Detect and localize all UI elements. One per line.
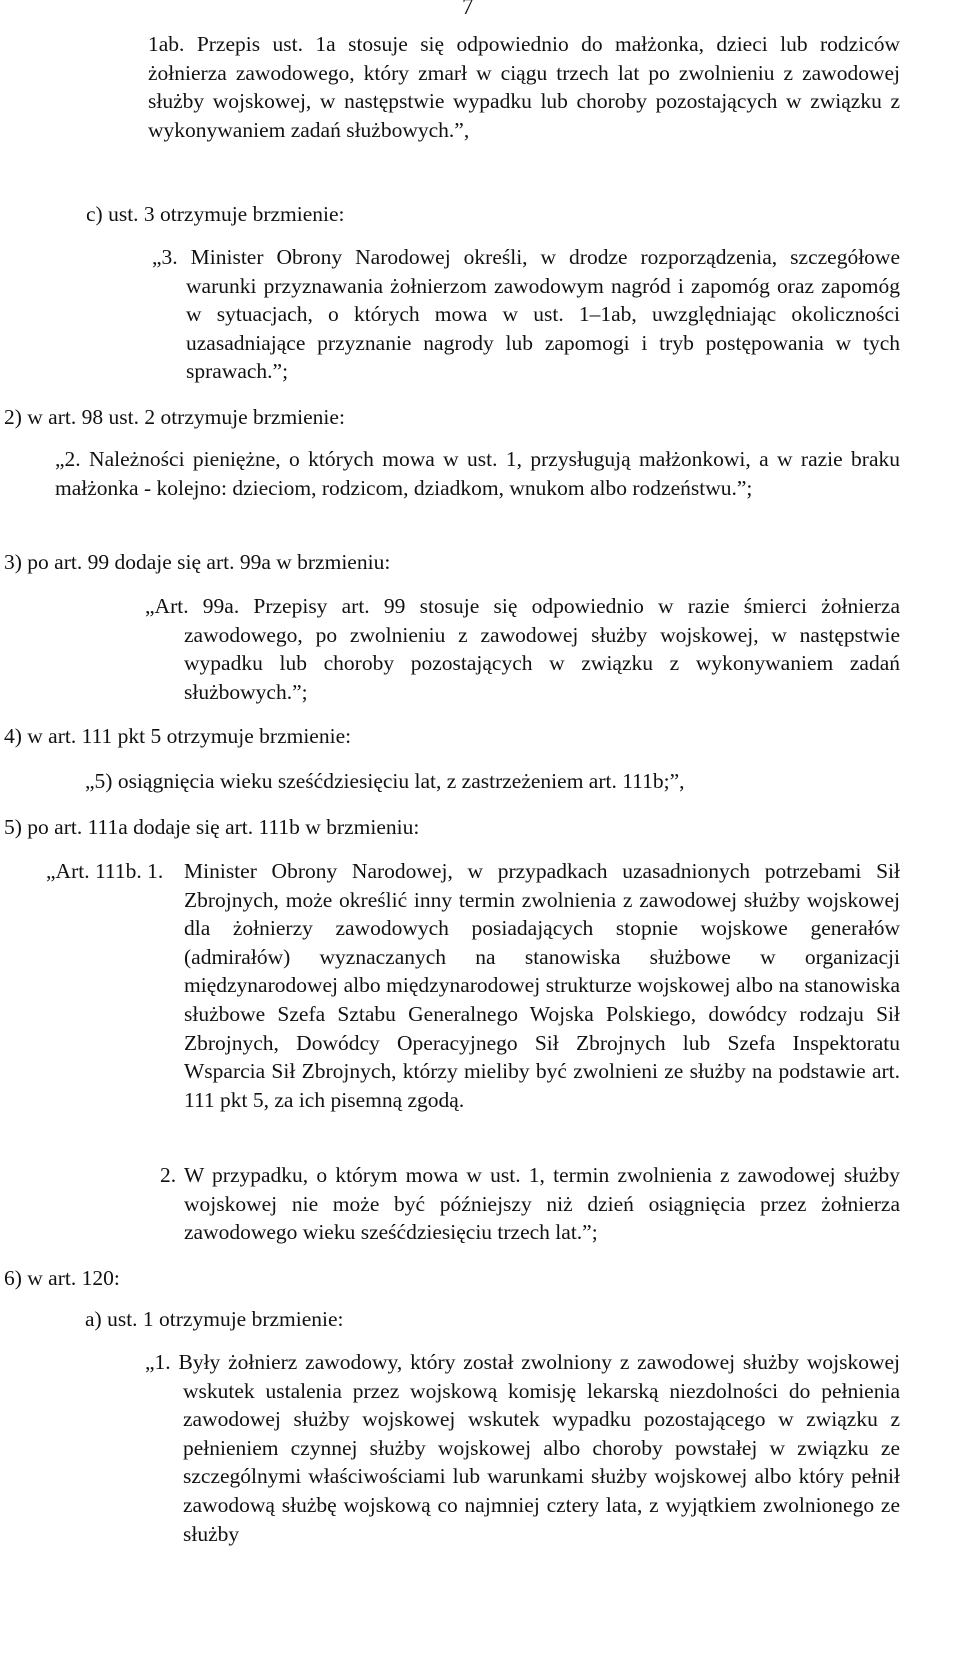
paragraph-ust3: „3. Minister Obrony Narodowej określi, w drodze rozporządzenia, szczegółowe warunki przyznawania żołnierzom zawodowym nagród i zapomóg oraz zapomóg w sytuacjach, o których mowa w ust. 1–1ab, uwzględniając okoliczności uzasadniające przyznanie nagrody lub zapomogi i tryb postępowania w tych sprawach.”;: [152, 245, 900, 384]
paragraph-art111b-ust1: Minister Obrony Narodowej, w przypadkach uzasadnionych potrzebami Sił Zbrojnych, może określić inny termin zwolnienia z zawodowej służby wojskowej dla żołnierzy zawodowych posiadających stopnie wojskowe generałów (admirałów) wyznaczanych na stanowiska służbowe w organizacji międzynarodowej albo międzynarodowej strukturze wojskowej albo na stanowiska służbowe Szefa Sztabu Generalnego Wojska Polskiego, dowódcy rodzaju Sił Zbrojnych, Dowódcy Operacyjnego Sił Zbrojnych lub Szefa Inspektoratu Wsparcia Sił Zbrojnych, którzy mieliby być zwolnieni ze służby na podstawie art. 111 pkt 5, za ich pisemną zgodą.: [184, 859, 900, 1112]
item-6: 6) w art. 120:: [4, 1266, 120, 1290]
page-number: 7: [462, 0, 474, 19]
paragraph-ust2: „2. Należności pieniężne, o których mowa w ust. 1, przysługują małżonkowi, a w razie braku małżonka - kolejno: dzieciom, rodzicom, dziadkom, wnukom albo rodzeństwu.”;: [55, 447, 900, 500]
paragraph-art99a: „Art. 99a. Przepisy art. 99 stosuje się odpowiednio w razie śmierci żołnierza zawodowego, po zwolnieniu z zawodowej służby wojskowej, w następstwie wypadku lub choroby pozostających w związku z wykonywaniem zadań służbowych.”;: [145, 594, 900, 704]
item-3: 3) po art. 99 dodaje się art. 99a w brzmieniu:: [4, 550, 391, 574]
paragraph-art111b-ust2: 2. W przypadku, o którym mowa w ust. 1, termin zwolnienia z zawodowej służby wojskowej nie może być późniejszy niż dzień osiągnięcia przez żołnierza zawodowego wieku sześćdziesięciu trzech lat.”;: [160, 1163, 900, 1245]
paragraph-pkt5: „5) osiągnięcia wieku sześćdziesięciu lat, z zastrzeżeniem art. 111b;”,: [85, 769, 685, 793]
paragraph-1ab: 1ab. Przepis ust. 1a stosuje się odpowiednio do małżonka, dzieci lub rodziców żołnierza zawodowego, który zmarł w ciągu trzech lat po zwolnieniu z zawodowej służby wojskowej, w następstwie wypadku lub choroby pozostających w związku z wykonywaniem zadań służbowych.”,: [148, 32, 900, 142]
item-4: 4) w art. 111 pkt 5 otrzymuje brzmienie:: [4, 724, 352, 748]
item-2: 2) w art. 98 ust. 2 otrzymuje brzmienie:: [4, 405, 345, 429]
art111b-heading: „Art. 111b. 1.: [46, 859, 164, 883]
item-c-ust3: c) ust. 3 otrzymuje brzmienie:: [86, 202, 345, 226]
item-a-ust1: a) ust. 1 otrzymuje brzmienie:: [85, 1307, 344, 1331]
item-5: 5) po art. 111a dodaje się art. 111b w brzmieniu:: [4, 815, 420, 839]
paragraph-art120-ust1: „1. Były żołnierz zawodowy, który został zwolniony z zawodowej służby wojskowej wskutek ustalenia przez wojskową komisję lekarską niezdolności do pełnienia zawodowej służby wojskowej wskutek wypadku pozostającego w związku z pełnieniem czynnej służby wojskowej albo choroby powstałej w związku ze szczególnymi właściwościami lub warunkami służby wojskowej albo który pełnił zawodową służbę wojskową co najmniej cztery lata, z wyjątkiem zwolnionego ze służby: [145, 1350, 900, 1546]
